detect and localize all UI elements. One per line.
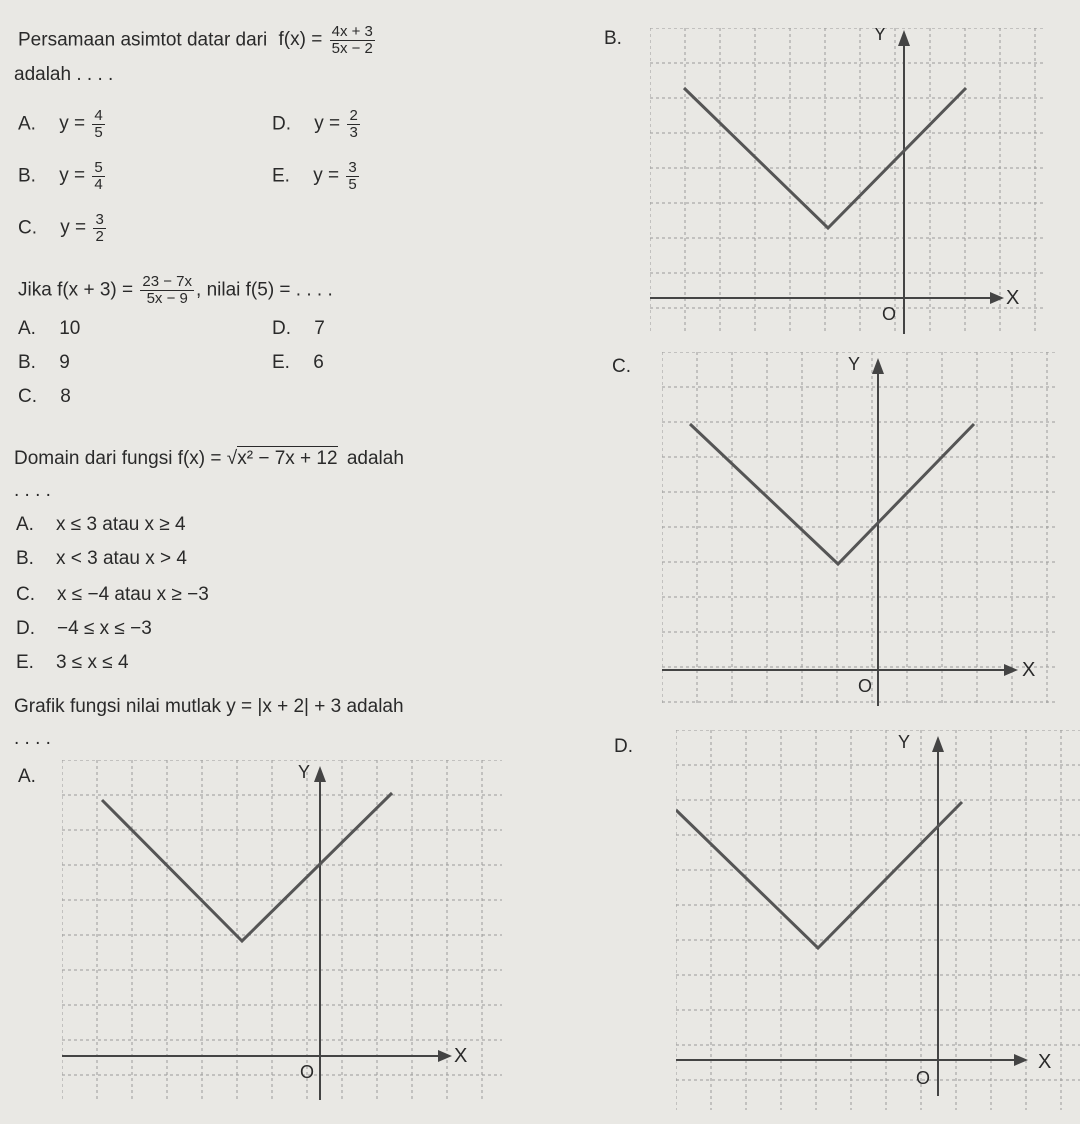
x-arrow-icon <box>990 292 1004 304</box>
q1-option-d[interactable]: D. y = $\frac{2}{3}$ <box>272 107 358 141</box>
y-axis-label: Y <box>874 28 887 44</box>
absolute-value-curve <box>102 793 392 941</box>
x-axis-label: X <box>1038 1051 1052 1073</box>
grid-a <box>62 760 502 1100</box>
x-axis-label: X <box>454 1045 468 1067</box>
y-axis-label: Y <box>298 762 311 782</box>
origin-label: O <box>882 304 897 324</box>
q2-option-a[interactable]: A. 10 <box>18 318 81 339</box>
y-axis-label: Y <box>898 732 911 752</box>
y-arrow-icon <box>898 30 910 46</box>
absolute-value-curve <box>676 802 962 948</box>
graph-option-a[interactable] <box>62 760 502 1100</box>
graph-option-d[interactable] <box>676 730 1080 1110</box>
grid-b <box>650 28 1045 334</box>
q4-stem: Grafik fungsi nilai mutlak y = |x + 2| + 3 adalah <box>14 696 404 717</box>
y-arrow-icon <box>314 766 326 782</box>
q1-option-e[interactable]: E. y = $\frac{3}{5}$ <box>272 159 357 193</box>
y-arrow-icon <box>932 736 944 752</box>
q3-option-c[interactable]: C. x ≤ −4 atau x ≥ −3 <box>16 584 209 605</box>
x-arrow-icon <box>1004 664 1018 676</box>
x-axis-label: X <box>1022 659 1036 681</box>
q1-fraction: $\frac{4x + 3}{5x - 2}$ <box>331 23 373 57</box>
q2-option-c[interactable]: C. 8 <box>18 386 71 407</box>
y-arrow-icon <box>872 358 884 374</box>
square-root: √x² − 7x + 12 <box>226 448 338 469</box>
q1-option-a[interactable]: A. y = $\frac{4}{5}$ <box>18 107 103 141</box>
q3-option-a[interactable]: A. x ≤ 3 atau x ≥ 4 <box>16 514 186 535</box>
q2-stem: Jika f(x + 3) = $\frac{23 - 7x}{5x - 9}$ , nilai f(5) = . . . . <box>18 273 333 307</box>
q1-stem-end: adalah . . . . <box>14 64 114 85</box>
x-arrow-icon <box>438 1050 452 1062</box>
y-axis-label: Y <box>848 354 861 374</box>
origin-label: O <box>300 1062 315 1082</box>
grid-c <box>662 352 1057 706</box>
origin-label: O <box>916 1068 931 1088</box>
q2-option-e[interactable]: E. 6 <box>272 352 324 373</box>
graph-label-a[interactable]: A. <box>18 766 36 787</box>
q3-stem: Domain dari fungsi f(x) = √x² − 7x + 12 adalah <box>14 448 404 469</box>
graph-option-b[interactable] <box>650 28 1045 334</box>
q1-option-c[interactable]: C. y = $\frac{3}{2}$ <box>18 211 104 245</box>
graph-option-c[interactable] <box>662 352 1057 706</box>
origin-label: O <box>858 676 873 696</box>
absolute-value-curve <box>690 424 974 564</box>
q3-option-d[interactable]: D. −4 ≤ x ≤ −3 <box>16 618 152 639</box>
q4-dots: . . . . <box>14 728 51 749</box>
x-axis-label: X <box>1006 287 1020 309</box>
q2-fraction: $\frac{23 - 7x}{5x - 9}$ <box>142 273 193 307</box>
q2-option-d[interactable]: D. 7 <box>272 318 325 339</box>
q2-option-b[interactable]: B. 9 <box>18 352 70 373</box>
graph-label-d[interactable]: D. <box>614 736 633 757</box>
q1-stem: Persamaan asimtot datar dari f(x) = $\frac{4x + 3}{5x - 2}$ <box>18 23 373 57</box>
q3-option-b[interactable]: B. x < 3 atau x > 4 <box>16 548 187 569</box>
grid-d <box>676 730 1080 1110</box>
graph-label-b[interactable]: B. <box>604 28 622 49</box>
q1-option-b[interactable]: B. y = $\frac{5}{4}$ <box>18 159 103 193</box>
q3-option-e[interactable]: E. 3 ≤ x ≤ 4 <box>16 652 129 673</box>
graph-label-c[interactable]: C. <box>612 356 631 377</box>
q3-dots: . . . . <box>14 480 51 501</box>
